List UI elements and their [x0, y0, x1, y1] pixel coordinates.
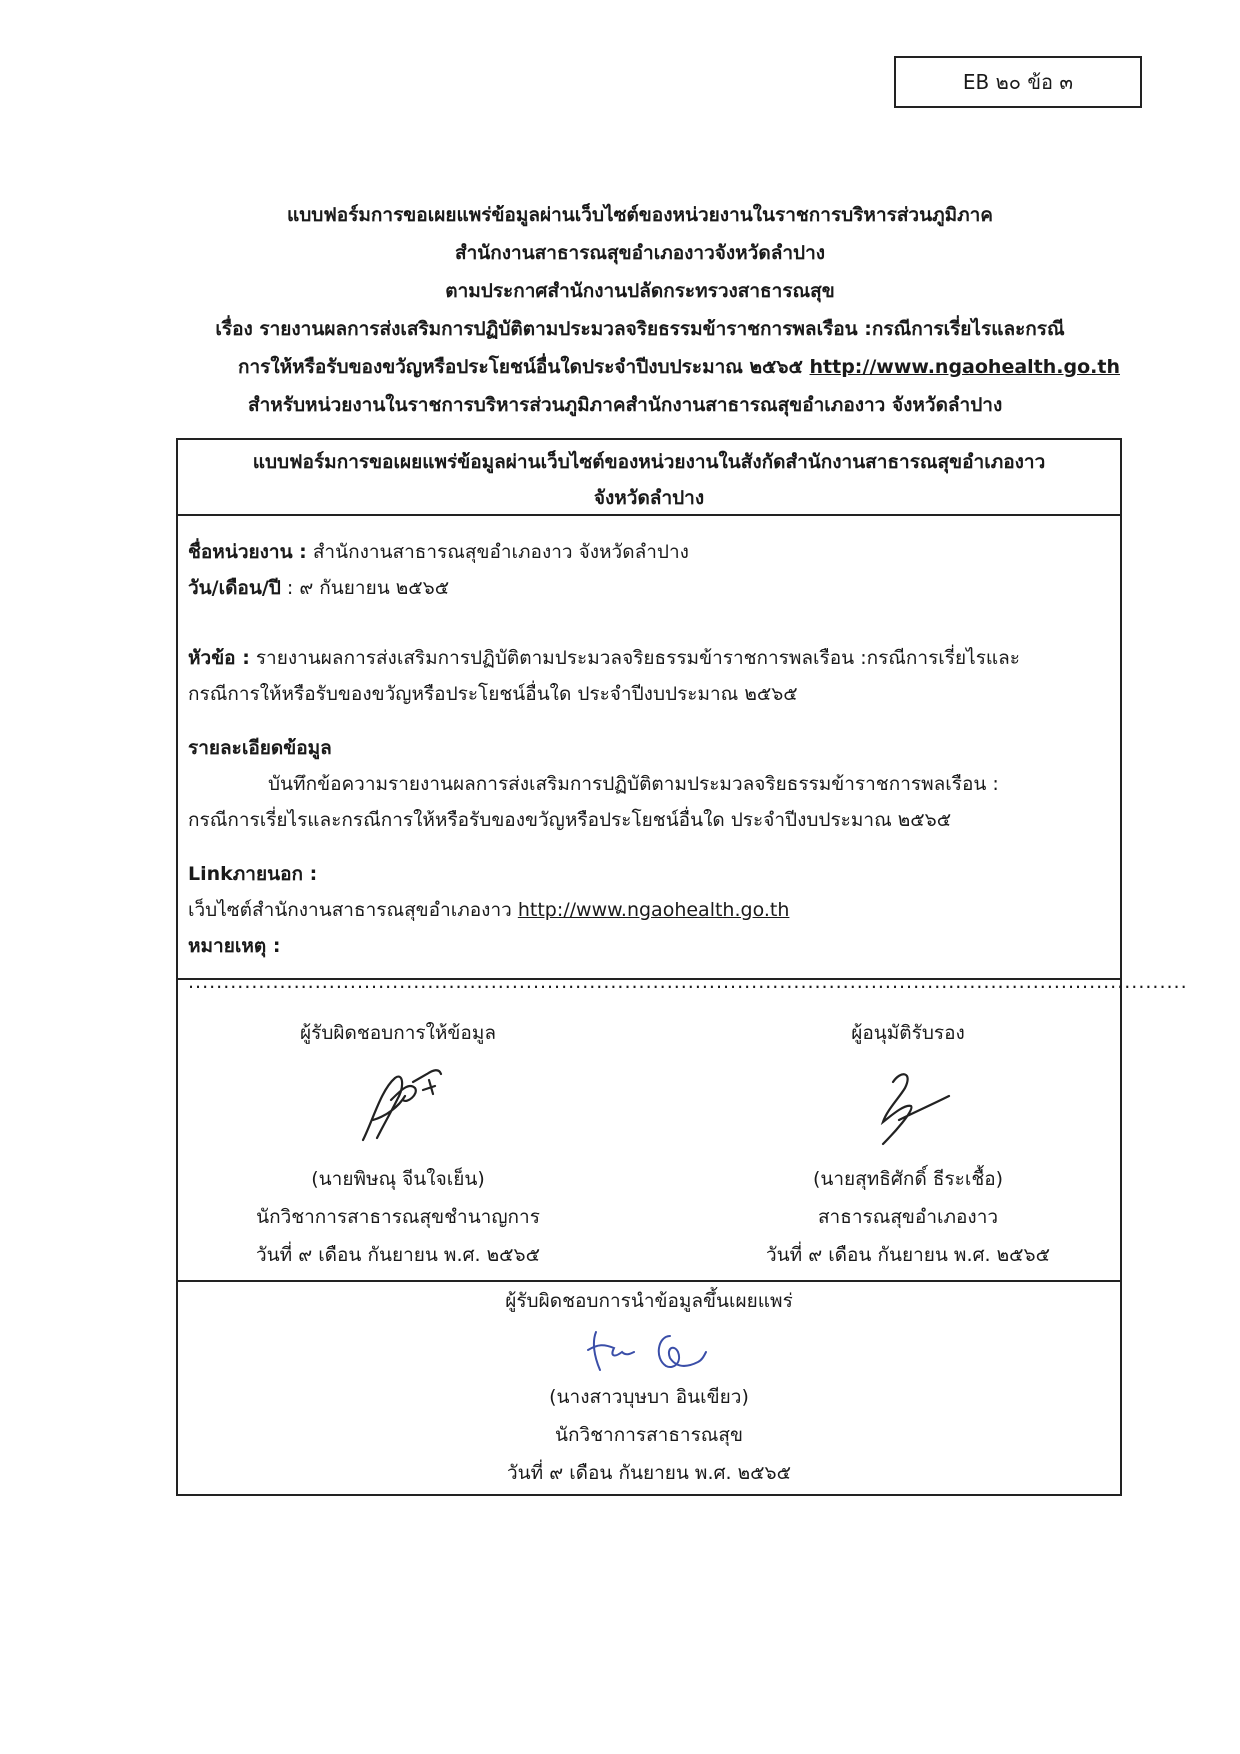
note-label: หมายเหตุ : [188, 935, 281, 957]
publisher-block [178, 1282, 1120, 1492]
note-dots: .............................................................................................................................................. [188, 971, 1188, 993]
signature-left [198, 1014, 598, 1274]
left-signer-name: (นายพิษณุ จีนใจเย็น) [311, 1168, 485, 1190]
publisher-date: วันที่ ๙ เดือน กันยายน พ.ศ. ๒๕๖๕ [507, 1462, 791, 1484]
header-line-3: ตามประกาศสำนักงานปลัดกระทรวงสาธารณสุข [445, 280, 835, 302]
form-title-line-2: จังหวัดลำปาง [593, 487, 705, 509]
document-header [160, 196, 1120, 424]
header-website-link[interactable]: http://www.ngaohealth.go.th [809, 356, 1120, 378]
external-link-text: เว็บไซต์สำนักงานสาธารณสุขอำเภองาว [188, 899, 518, 921]
right-signer-name: (นายสุทธิศักดิ์ ธีระเชื้อ) [812, 1168, 1004, 1190]
form-info-section [178, 516, 1188, 993]
right-role: ผู้อนุมัติรับรอง [851, 1022, 965, 1044]
left-signature-image [198, 1052, 598, 1160]
publication-form [176, 438, 1188, 1496]
left-role: ผู้รับผิดชอบการให้ข้อมูล [300, 1022, 496, 1044]
signature-section [178, 980, 1120, 1282]
topic-row [188, 640, 1110, 676]
external-website-link[interactable]: http://www.ngaohealth.go.th [517, 899, 790, 921]
external-link-row [188, 892, 1110, 928]
publisher-position: นักวิชาการสาธารณสุข [554, 1424, 744, 1446]
topic-line-2: กรณีการให้หรือรับของขวัญหรือประโยชน์อื่นใด ประจำปีงบประมาณ ๒๕๖๕ [188, 683, 798, 705]
handwritten-signature-icon [343, 1060, 453, 1150]
header-line-5-text: การให้หรือรับของขวัญหรือประโยชน์อื่นใดประจำปีงบประมาณ ๒๕๖๕ [237, 356, 803, 378]
header-line-2: สำนักงานสาธารณสุขอำเภองาวจังหวัดลำปาง [454, 242, 826, 264]
handwritten-signature-icon [853, 1060, 963, 1150]
detail-line-1: บันทึกข้อความรายงานผลการส่งเสริมการปฏิบัติตามประมวลจริยธรรมข้าราชการพลเรือน : [268, 773, 999, 795]
signature-right [718, 1014, 1098, 1274]
form-title-line-1: แบบฟอร์มการขอเผยแพร่ข้อมูลผ่านเว็บไซต์ของหน่วยงานในสังกัดสำนักงานสาธารณสุขอำเภองาว [252, 451, 1046, 473]
handwritten-signature-icon [574, 1322, 724, 1378]
publisher-signature-image [178, 1320, 1120, 1378]
left-signer-date: วันที่ ๙ เดือน กันยายน พ.ศ. ๒๕๖๕ [256, 1244, 540, 1266]
unit-row [188, 534, 1110, 570]
publisher-role: ผู้รับผิดชอบการนำข้อมูลขึ้นเผยแพร่ [505, 1290, 793, 1312]
form-title [178, 440, 1120, 516]
detail-line-2: กรณีการเรี่ยไรและกรณีการให้หรือรับของขวัญหรือประโยชน์อื่นใด ประจำปีงบประมาณ ๒๕๖๕ [188, 809, 952, 831]
date-label: วัน/เดือน/ปี [188, 577, 281, 599]
date-row [188, 570, 1110, 606]
reference-code: EB ๒๐ ข้อ ๓ [962, 70, 1074, 94]
header-line-6: สำหรับหน่วยงานในราชการบริหารส่วนภูมิภาคสำนักงานสาธารณสุขอำเภองาว จังหวัดลำปาง [248, 394, 1003, 416]
topic-label: หัวข้อ : [188, 647, 250, 669]
detail-label: รายละเอียดข้อมูล [188, 737, 332, 759]
right-signer-date: วันที่ ๙ เดือน กันยายน พ.ศ. ๒๕๖๕ [766, 1244, 1050, 1266]
header-line-4: เรื่อง รายงานผลการส่งเสริมการปฏิบัติตามประมวลจริยธรรมข้าราชการพลเรือน :กรณีการเรี่ยไรและกรณี [215, 318, 1065, 340]
right-signer-position: สาธารณสุขอำเภองาว [817, 1206, 999, 1228]
header-line-1: แบบฟอร์มการขอเผยแพร่ข้อมูลผ่านเว็บไซต์ของหน่วยงานในราชการบริหารส่วนภูมิภาค [286, 204, 994, 226]
unit-label: ชื่อหน่วยงาน : [188, 541, 307, 563]
topic-line-1: รายงานผลการส่งเสริมการปฏิบัติตามประมวลจริยธรรมข้าราชการพลเรือน :กรณีการเรี่ยไรและ [249, 647, 1020, 669]
reference-box [894, 56, 1142, 108]
header-line-5 [160, 348, 1120, 386]
publisher-section [178, 1282, 1120, 1496]
right-signature-image [718, 1052, 1098, 1160]
unit-value: สำนักงานสาธารณสุขอำเภองาว จังหวัดลำปาง [306, 541, 689, 563]
publisher-name: (นางสาวบุษบา อินเขียว) [549, 1386, 749, 1408]
date-value: : ๙ กันยายน ๒๕๖๕ [280, 577, 450, 599]
left-signer-position: นักวิชาการสาธารณสุขชำนาญการ [256, 1206, 540, 1228]
external-link-label: Linkภายนอก : [188, 863, 318, 885]
